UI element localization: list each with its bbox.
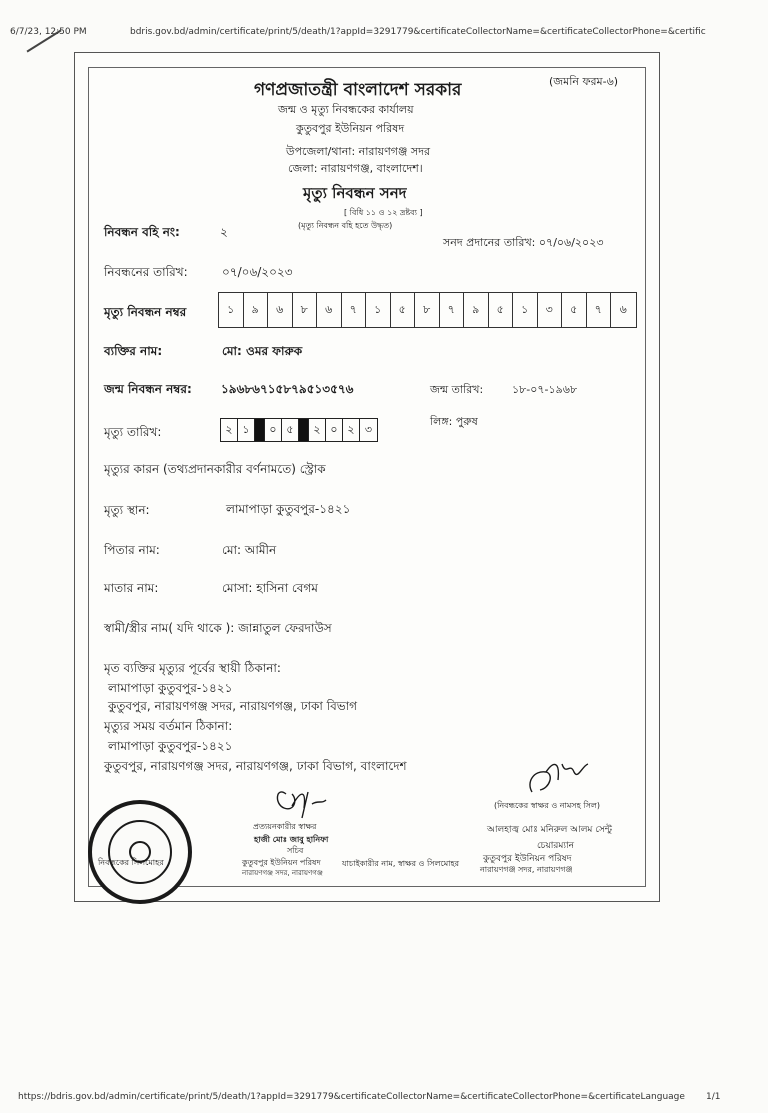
informant-signature-label: প্রত্যয়নকারীর স্বাক্ষর [253, 822, 317, 831]
digit-box: ৬ [619, 302, 627, 316]
union-seal [88, 800, 192, 904]
union-name: কুতুবপুর ইউনিয়ন পরিষদ [296, 122, 405, 135]
informant-role: সচিব [287, 846, 304, 855]
seal-inner-ring [108, 820, 172, 884]
reg-book-label: নিবন্ধন বহি নং: [104, 225, 180, 239]
rule-reference: [ বিধি ১১ ও ১২ দ্রষ্টব্য ] [344, 208, 423, 217]
reg-number-label: মৃত্যু নিবন্ধন নম্বর [104, 305, 187, 319]
date-box: ১ [238, 419, 255, 441]
date-box: ২ [221, 419, 238, 441]
registrar-union: কুতুবপুর ইউনিয়ন পরিষদ [483, 854, 572, 864]
digit-box: ৫ [562, 293, 587, 327]
reg-date-value: ০৭/০৬/২০২৩ [222, 265, 293, 279]
digit-box: ৫ [391, 293, 416, 327]
name-value: মো: ওমর ফারুক [222, 344, 303, 358]
upazila-line: উপজেলা/থানা: নারায়ণগঞ্জ সদর [286, 145, 430, 158]
death-cause: মৃত্যুর কারন (তথ্যপ্রদানকারীর বর্ণনামতে) স্ট্রোক [104, 462, 326, 476]
certificate-title: মৃত্যু নিবন্ধন সনদ [303, 184, 407, 202]
registrar-signature-label: (নিবন্ধকের স্বাক্ষর ও নামসহ সিল) [494, 801, 600, 810]
digit-box: ৬ [268, 293, 293, 327]
print-footer-url: https://bdris.gov.bd/admin/certificate/print/5/death/1?appId=3291779&certificateCollectorName=&certificateCollectorPhone=&certificateLanguage [18, 1092, 685, 1102]
digit-box: ৩ [538, 293, 563, 327]
spouse-line: স্বামী/স্ত্রীর নাম( যদি থাকে ): জান্নাতুল ফেরদাউস [104, 621, 332, 635]
father-value: মো: আমীন [222, 543, 277, 557]
name-label: ব্যক্তির নাম: [104, 344, 163, 358]
reg-book-value: ২ [220, 225, 228, 239]
digit-box: ৭ [440, 293, 465, 327]
reg-date-label: নিবন্ধনের তারিখ: [104, 265, 188, 279]
gender: লিঙ্গ: পুরুষ [430, 415, 478, 428]
permanent-address-line: কুতুবপুর, নারায়ণগঞ্জ সদর, নারায়ণগঞ্জ, ঢাকা বিভাগ [108, 699, 358, 713]
registrar-role: চেয়ারম্যান [537, 841, 574, 851]
source-note: (মৃত্যু নিবন্ধন বহি হতে উদ্ধৃত) [298, 221, 393, 230]
permanent-address-heading: মৃত ব্যক্তির মৃত্যুর পূর্বের স্থায়ী ঠিকানা: [104, 661, 281, 675]
digit-box: ৮ [293, 293, 318, 327]
current-address-line: কুতুবপুর, নারায়ণগঞ্জ সদর, নারায়ণগঞ্জ, ঢাকা বিভাগ, বাংলাদেশ [104, 759, 407, 773]
mother-value: মোসা: হাসিনা বেগম [222, 581, 318, 595]
date-box: ২ [343, 419, 360, 441]
digit-box: ৫ [489, 293, 514, 327]
father-label: পিতার নাম: [104, 543, 160, 557]
date-box: ০ [326, 419, 343, 441]
seal-caption: নিবন্ধকের সিলমোহর [98, 858, 164, 867]
digit-box: ১ [366, 293, 391, 327]
reg-number-boxes [218, 292, 637, 328]
digit-box: ১ [219, 293, 244, 327]
current-address-heading: মৃত্যুর সময় বর্তমান ঠিকানা: [104, 719, 233, 733]
informant-signature-icon [272, 782, 332, 822]
death-place-value: লামাপাড়া কুতুবপুর-১৪২১ [226, 502, 351, 516]
date-box: ২ [309, 419, 326, 441]
informant-union: কুতুবপুর ইউনিয়ন পরিষদ [242, 858, 321, 867]
death-date-boxes [220, 418, 378, 442]
digit-box: ১ [513, 293, 538, 327]
registrar-signature-icon [524, 752, 594, 800]
mother-label: মাতার নাম: [104, 581, 159, 595]
date-box: ৩ [364, 422, 373, 436]
date-box: ০ [265, 419, 282, 441]
print-header-url: bdris.gov.bd/admin/certificate/print/5/death/1?appId=3291779&certificateCollectorName=&certificateCollectorPhone=&certific [130, 27, 706, 37]
verifier-caption: যাচাইকারীর নাম, স্বাক্ষর ও সিলমোহর [342, 859, 460, 868]
digit-box: ৯ [464, 293, 489, 327]
death-place-label: মৃত্যু স্থান: [104, 503, 150, 517]
dob-value: ১৮-০৭-১৯৬৮ [512, 383, 578, 396]
district-line: জেলা: নারায়ণগঞ্জ, বাংলাদেশ। [288, 162, 423, 175]
registrar-address: নারায়ণগঞ্জ সদর, নারায়ণগঞ্জ [480, 865, 573, 874]
form-number: (জমনি ফরম-৬) [549, 75, 619, 88]
current-address-line: লামাপাড়া কুতুবপুর-১৪২১ [108, 739, 233, 753]
digit-box: ৮ [415, 293, 440, 327]
permanent-address-line: লামাপাড়া কুতুবপুর-১৪২১ [108, 681, 233, 695]
death-date-label: মৃত্যু তারিখ: [104, 425, 162, 439]
office-name: জন্ম ও মৃত্যু নিবন্ধকের কার্যালয় [278, 103, 414, 116]
issue-date: সনদ প্রদানের তারিখ: ০৭/০৬/২০২৩ [443, 236, 604, 249]
informant-address: নারায়ণগঞ্জ সদর, নারায়ণগঞ্জ [242, 869, 323, 877]
digit-box: ৭ [587, 293, 612, 327]
date-separator [299, 419, 309, 441]
government-title: গণপ্রজাতন্ত্রী বাংলাদেশ সরকার [254, 80, 462, 100]
birth-reg-label: জন্ম নিবন্ধন নম্বর: [104, 382, 192, 396]
digit-box: ৯ [244, 293, 269, 327]
registrar-name: আলহাজ্ব মোঃ মনিরুল আলম সেন্টু [487, 825, 612, 835]
dob-label: জন্ম তারিখ: [430, 383, 484, 396]
birth-reg-value: ১৯৬৮৬৭১৫৮৭৯৫১৩৫৭৬ [221, 382, 354, 396]
informant-name: হাজী মোঃ জাবু হানিফা [254, 835, 329, 844]
print-timestamp: 6/7/23, 12:50 PM [10, 27, 87, 37]
digit-box: ৬ [317, 293, 342, 327]
digit-box: ৭ [342, 293, 367, 327]
date-separator [255, 419, 265, 441]
date-box: ৫ [282, 419, 299, 441]
print-page-count: 1/1 [706, 1092, 721, 1102]
